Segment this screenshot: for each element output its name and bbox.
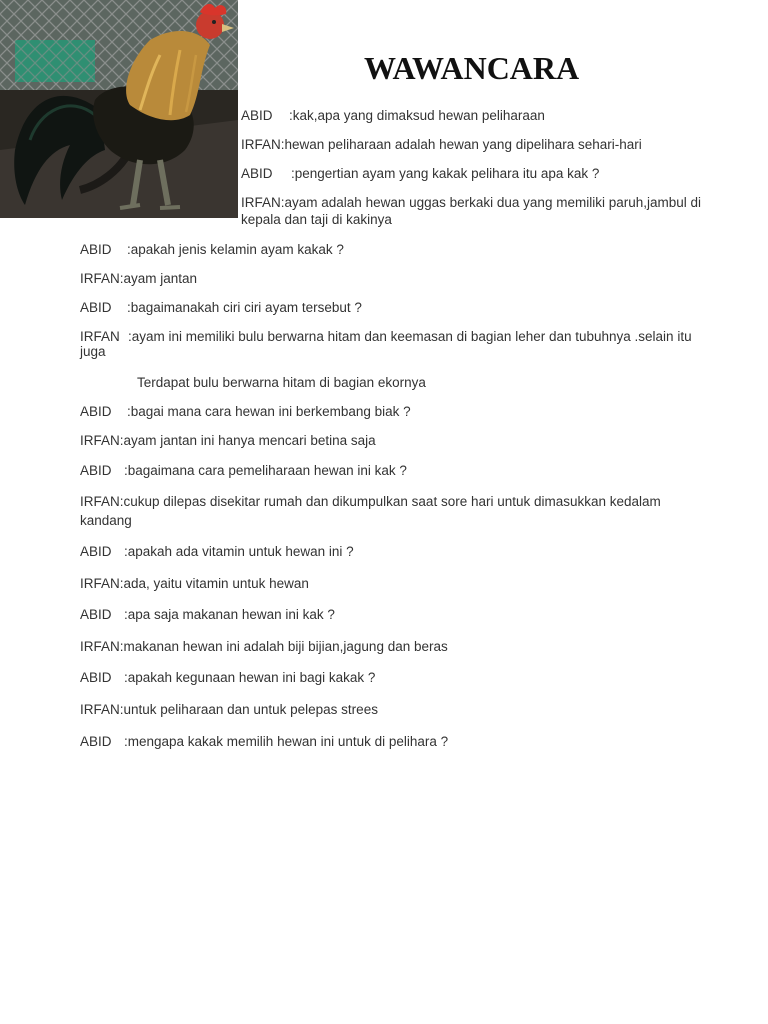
line-text: :ayam jantan	[119, 271, 198, 286]
speaker-label: IRFAN	[80, 271, 120, 286]
speaker-label: IRFAN	[80, 433, 120, 448]
speaker-label: IRFAN	[80, 639, 120, 654]
dialogue-line	[241, 136, 642, 153]
line-text: :apakah kegunaan hewan ini bagi kakak ?	[124, 670, 376, 685]
line-text: :apa saja makanan hewan ini kak ?	[124, 607, 335, 622]
speaker-label: ABID	[241, 166, 273, 181]
speaker-label: ABID	[80, 404, 112, 419]
dialogue-line	[241, 194, 719, 228]
speaker-label: ABID	[80, 300, 112, 315]
dialogue-line	[80, 638, 448, 655]
dialogue-line	[80, 575, 309, 592]
speaker-label: IRFAN	[241, 137, 281, 152]
dialogue-line	[80, 492, 692, 530]
speaker-label: ABID	[80, 607, 112, 622]
line-text: :bagaimanakah ciri ciri ayam tersebut ?	[127, 300, 362, 315]
line-text: :apakah jenis kelamin ayam kakak ?	[127, 242, 344, 257]
line-text: :ada, yaitu vitamin untuk hewan	[119, 576, 309, 591]
dialogue-line	[137, 374, 426, 391]
speaker-label: IRFAN	[80, 576, 120, 591]
line-text: :kak,apa yang dimaksud hewan peliharaan	[289, 108, 545, 123]
dialogue-line	[80, 701, 378, 718]
line-text: :untuk peliharaan dan untuk pelepas strees	[119, 702, 378, 717]
line-text: :ayam jantan ini hanya mencari betina saja	[119, 433, 376, 448]
rooster-photo	[0, 0, 238, 218]
line-text: :bagai mana cara hewan ini berkembang biak ?	[127, 404, 411, 419]
speaker-label: IRFAN	[80, 702, 120, 717]
speaker-label: ABID	[80, 463, 112, 478]
speaker-label: ABID	[80, 734, 112, 749]
dialogue-line	[80, 241, 344, 258]
line-text: :ayam ini memiliki bulu berwarna hitam dan keemasan di bagian leher dan tubuhnya .selain itu juga	[80, 329, 692, 359]
line-text: :apakah ada vitamin untuk hewan ini ?	[124, 544, 354, 559]
dialogue-line	[80, 329, 720, 359]
dialogue-line	[80, 270, 197, 287]
dialogue-line	[80, 606, 335, 623]
line-text: :pengertian ayam yang kakak pelihara itu apa kak ?	[291, 166, 600, 181]
dialogue-line	[80, 403, 411, 420]
dialogue-line	[80, 462, 407, 479]
speaker-label: IRFAN	[80, 329, 120, 344]
speaker-label: ABID	[80, 242, 112, 257]
line-text: :bagaimana cara pemeliharaan hewan ini kak ?	[124, 463, 407, 478]
dialogue-line	[241, 107, 545, 124]
speaker-label: ABID	[80, 544, 112, 559]
line-text: :hewan peliharaan adalah hewan yang dipelihara sehari-hari	[280, 137, 642, 152]
speaker-label: ABID	[80, 670, 112, 685]
line-text: :makanan hewan ini adalah biji bijian,jagung dan beras	[119, 639, 448, 654]
rooster-illustration	[0, 0, 238, 218]
line-text: :ayam adalah hewan uggas berkaki dua yang memiliki paruh,jambul di kepala dan taji di kakinya	[241, 195, 702, 227]
dialogue-line	[80, 299, 362, 316]
line-text: :cukup dilepas disekitar rumah dan dikumpulkan saat sore hari untuk dimasukkan kedalam kandang	[80, 494, 661, 528]
line-text: :mengapa kakak memilih hewan ini untuk di pelihara ?	[124, 734, 449, 749]
dialogue-line	[80, 543, 354, 560]
speaker-label: IRFAN	[241, 195, 281, 210]
speaker-label: IRFAN	[80, 494, 120, 509]
dialogue-line	[80, 733, 448, 750]
speaker-label: ABID	[241, 108, 273, 123]
line-text: Terdapat bulu berwarna hitam di bagian ekornya	[137, 375, 426, 390]
document-title: WAWANCARA	[364, 50, 580, 86]
dialogue-line	[80, 669, 375, 686]
dialogue-line	[241, 165, 599, 182]
dialogue-line	[80, 432, 376, 449]
